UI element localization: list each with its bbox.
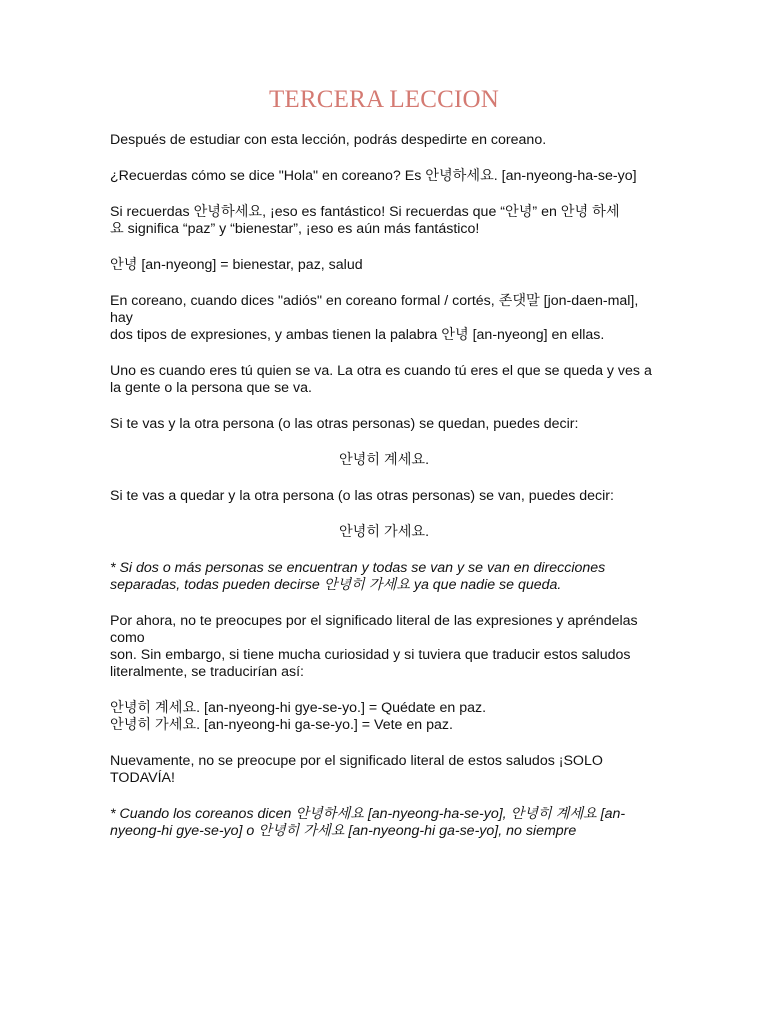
paragraph-line: 안녕히 계세요. [338, 452, 430, 468]
document-body [110, 132, 658, 840]
paragraph-8 [110, 452, 658, 469]
paragraph-10 [110, 524, 658, 541]
paragraph-line: 안녕히 계세요. [an-nyeong-hi gye-se-yo.] = Quédate en paz. [110, 700, 487, 716]
paragraph-13 [110, 700, 658, 734]
paragraph-line: Si te vas y la otra persona (o las otras personas) se quedan, puedes decir: [110, 416, 579, 432]
paragraph-line: En coreano, cuando dices "adiós" en coreano formal / cortés, 존댓말 [jon-daen-mal], hay [110, 293, 639, 326]
paragraph-line: ¿Recuerdas cómo se dice "Hola" en coreano? Es 안녕하세요. [an-nyeong-ha-se-yo] [110, 168, 637, 184]
paragraph-line: 안녕 [an-nyeong] = bienestar, paz, salud [110, 257, 363, 273]
paragraph-14 [110, 753, 658, 787]
paragraph-15 [110, 806, 658, 840]
paragraph-1 [110, 132, 658, 149]
paragraph-line: Uno es cuando eres tú quien se va. La otra es cuando tú eres el que se queda y ves a la gente o la persona que se va. [110, 363, 652, 396]
paragraph-7 [110, 416, 658, 433]
paragraph-line: dos tipos de expresiones, y ambas tienen la palabra 안녕 [an-nyeong] en ellas. [110, 327, 605, 343]
paragraph-2 [110, 168, 658, 185]
paragraph-9 [110, 488, 658, 505]
paragraph-line: 안녕히 가세요. [an-nyeong-hi ga-se-yo.] = Vete en paz. [110, 717, 453, 733]
paragraph-line: son. Sin embargo, si tiene mucha curiosidad y si tuviera que traducir estos saludos literalmente, se traducirían así: [110, 647, 631, 680]
paragraph-line: * Cuando los coreanos dicen 안녕하세요 [an-nyeong-ha-se-yo], 안녕히 계세요 [an-nyeong-hi gye-se-yo] o 안녕히 가세요 [an-nyeong-hi ga-se-yo], no siempre [110, 806, 626, 839]
document-page [110, 86, 658, 859]
paragraph-3 [110, 204, 658, 238]
paragraph-line: * Si dos o más personas se encuentran y todas se van y se van en direcciones separadas, todas pueden decirse 안녕히 가세요 ya que nadie se queda. [110, 560, 606, 593]
lesson-title: TERCERA LECCION [268, 86, 500, 113]
paragraph-line: Si te vas a quedar y la otra persona (o las otras personas) se van, puedes decir: [110, 488, 614, 504]
paragraph-5 [110, 293, 658, 344]
paragraph-11 [110, 560, 658, 594]
paragraph-4 [110, 257, 658, 274]
paragraph-12 [110, 613, 658, 681]
paragraph-line: 안녕히 가세요. [338, 524, 430, 540]
paragraph-line: Si recuerdas 안녕하세요, ¡eso es fantástico! Si recuerdas que “안녕” en 안녕 하세 [110, 204, 620, 220]
paragraph-line: Nuevamente, no se preocupe por el significado literal de estos saludos ¡SOLO TODAVÍA! [110, 753, 603, 786]
paragraph-line: Después de estudiar con esta lección, podrás despedirte en coreano. [110, 132, 547, 148]
paragraph-line: 요 significa “paz” y “bienestar”, ¡eso es aún más fantástico! [110, 221, 480, 237]
paragraph-line: Por ahora, no te preocupes por el significado literal de las expresiones y apréndelas como [110, 613, 638, 646]
paragraph-6 [110, 363, 658, 397]
